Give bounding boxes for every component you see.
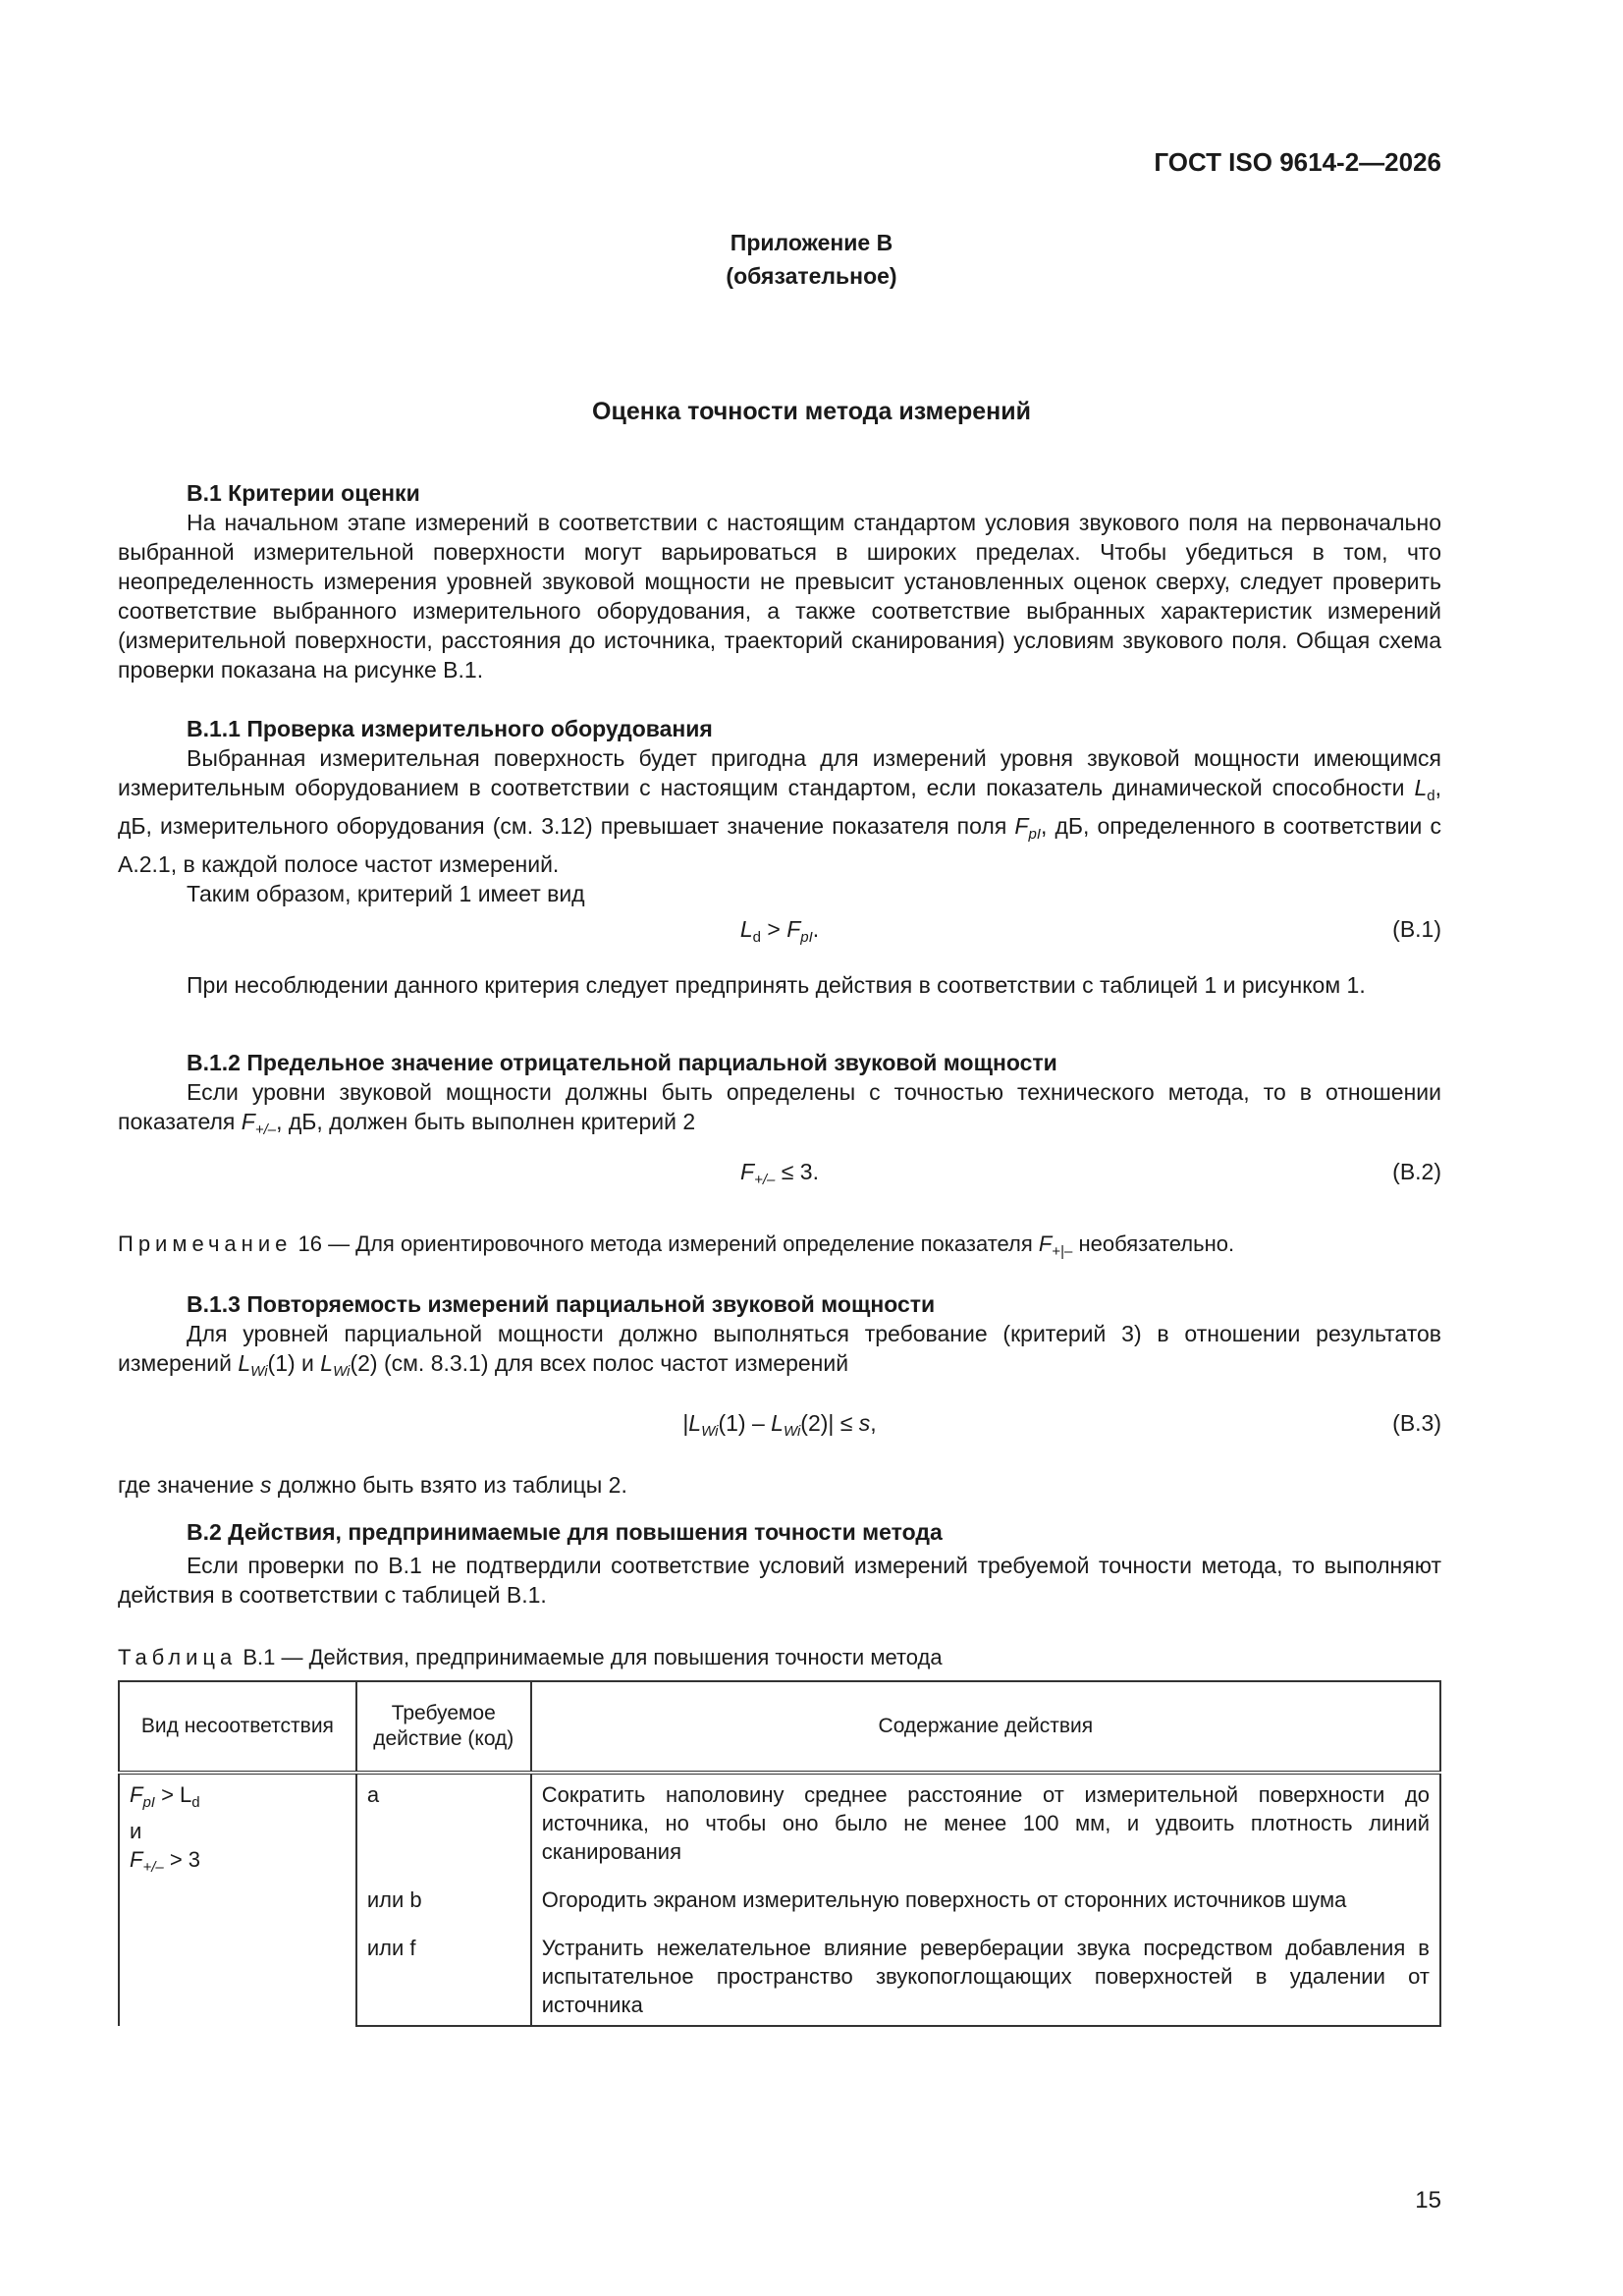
section-b2: [118, 1517, 1441, 1610]
formula-b1-number: (В.1): [1392, 916, 1441, 942]
formula-b2-expression: $F_{+/-} \le 3$.: [740, 1159, 819, 1188]
table-header-row: [119, 1681, 1440, 1773]
table-row: [119, 1773, 1440, 1872]
section-b1-1-text: Выбранная измерительная поверхность будет пригодна для измерений уровня звуковой мощности имеющимся измерительным оборудованием в соответствии с настоящим стандартом, если показатель динамической способности $L_d$, дБ, измерительного оборудования (см. 3.12) превышает значение показателя поля $F_{pI}$, дБ, определенного в соответствии с А.2.1, в каждой полосе частот измерений.: [118, 745, 1442, 877]
section-b1-3-where: где значение s должно быть взято из таблицы 2.: [118, 1472, 627, 1498]
table-cell-action: Сократить наполовину среднее расстояние от измерительной поверхности до источника, но чтобы оно было не менее 100 мм, и удвоить плотность линий сканирования: [531, 1773, 1440, 1872]
table-cell-code: или b: [356, 1872, 531, 1920]
section-b1-1-after: При несоблюдении данного критерия следует предпринять действия в соответствии с таблицей 1 и рисунком 1.: [187, 972, 1366, 998]
annex-heading: [0, 226, 1623, 293]
table-cell-code: или f: [356, 1920, 531, 2026]
formula-b1-expression: $L_d > F_{pI}$.: [739, 916, 820, 946]
formula-b3: [118, 1410, 1441, 1442]
table-header-cell: Содержание действия: [531, 1681, 1440, 1773]
formula-b2-number: (В.2): [1392, 1159, 1441, 1184]
annex-status: (обязательное): [726, 263, 897, 289]
table-header-cell: Вид несоответствия: [119, 1681, 356, 1773]
page-number: 15: [1415, 2187, 1441, 2214]
section-b2-heading: В.2 Действия, предпринимаемые для повышения точности метода: [187, 1519, 943, 1545]
table-caption-label: Таблица: [118, 1645, 238, 1669]
section-b1-2-heading: В.1.2 Предельное значение отрицательной парциальной звуковой мощности: [187, 1050, 1057, 1075]
table-cell-action: Устранить нежелательное влияние реверберации звука посредством добавления в испытательное пространство звукопоглощающих поверхностей в удалении от источника: [531, 1920, 1440, 2026]
note-16: Примечание 16 — Для ориентировочного метода измерений определение показателя $F_{+|-}$ необязательно.: [118, 1231, 1235, 1260]
section-b1-3: [118, 1289, 1441, 1387]
section-b1-2-text: Если уровни звуковой мощности должны быть определены с точностью технического метода, то в отношении показателя $F_{+/-}$, дБ, должен быть выполнен критерий 2: [118, 1079, 1441, 1138]
section-b1-heading: В.1 Критерии оценки: [187, 480, 420, 506]
standard-designation: ГОСТ ISO 9614-2—2026: [1154, 147, 1441, 177]
formula-b3-number: (В.3): [1392, 1410, 1441, 1436]
section-b1-2: [118, 1048, 1441, 1145]
formula-b3-expression: $|L_{Wi}(1) - L_{Wi}(2)| \le s$,: [682, 1410, 877, 1440]
formula-b2: [118, 1159, 1441, 1190]
annex-main-title: Оценка точности метода измерений: [592, 398, 1031, 425]
note-label: Примечание: [118, 1231, 293, 1256]
table-cell-action: Огородить экраном измерительную поверхность от сторонних источников шума: [531, 1872, 1440, 1920]
section-b1-3-text: Для уровней парциальной мощности должно выполняться требование (критерий 3) в отношении результатов измерений $L_{Wi}(1)$ и $L_{Wi}(2)$ (см. 8.3.1) для всех полос частот измерений: [118, 1321, 1441, 1380]
section-b1-text: На начальном этапе измерений в соответствии с настоящим стандартом условия звукового поля на первоначально выбранной измерительной поверхности могут варьироваться в широких пределах. Чтобы убедиться в том, что неопределенность измерения уровней звуковой мощности не превысит установленных оценок сверху, следует проверить соответствие выбранного измерительного оборудования, а также соответствие выбранных характеристик измерений (измерительной поверхности, расстояния до источника, траекторий сканирования) условиям звукового поля. Общая схема проверки показана на рисунке В.1.: [118, 510, 1441, 683]
actions-table: [118, 1680, 1441, 2027]
section-b2-text: Если проверки по В.1 не подтвердили соответствие условий измерений требуемой точности метода, то выполняют действия в соответствии с таблицей В.1.: [118, 1553, 1441, 1608]
annex-title: Приложение В: [730, 230, 893, 255]
note-number: 16: [298, 1231, 322, 1256]
table-caption: Таблица В.1 — Действия, предпринимаемые для повышения точности метода: [118, 1645, 943, 1669]
section-b1-3-heading: В.1.3 Повторяемость измерений парциальной звуковой мощности: [187, 1291, 936, 1317]
table-header-cell: Требуемое действие (код): [356, 1681, 531, 1773]
section-b1: [118, 478, 1441, 684]
section-b1-1: [118, 714, 1441, 908]
table-cell-code: a: [356, 1773, 531, 1872]
section-b1-1-heading: В.1.1 Проверка измерительного оборудования: [187, 716, 713, 741]
section-b1-1-criterion-intro: Таким образом, критерий 1 имеет вид: [187, 881, 585, 906]
table-cell-condition: $F_{pI} > L_d$ и $F_{+/-} > 3$: [119, 1773, 356, 2026]
formula-b1: [118, 916, 1441, 948]
